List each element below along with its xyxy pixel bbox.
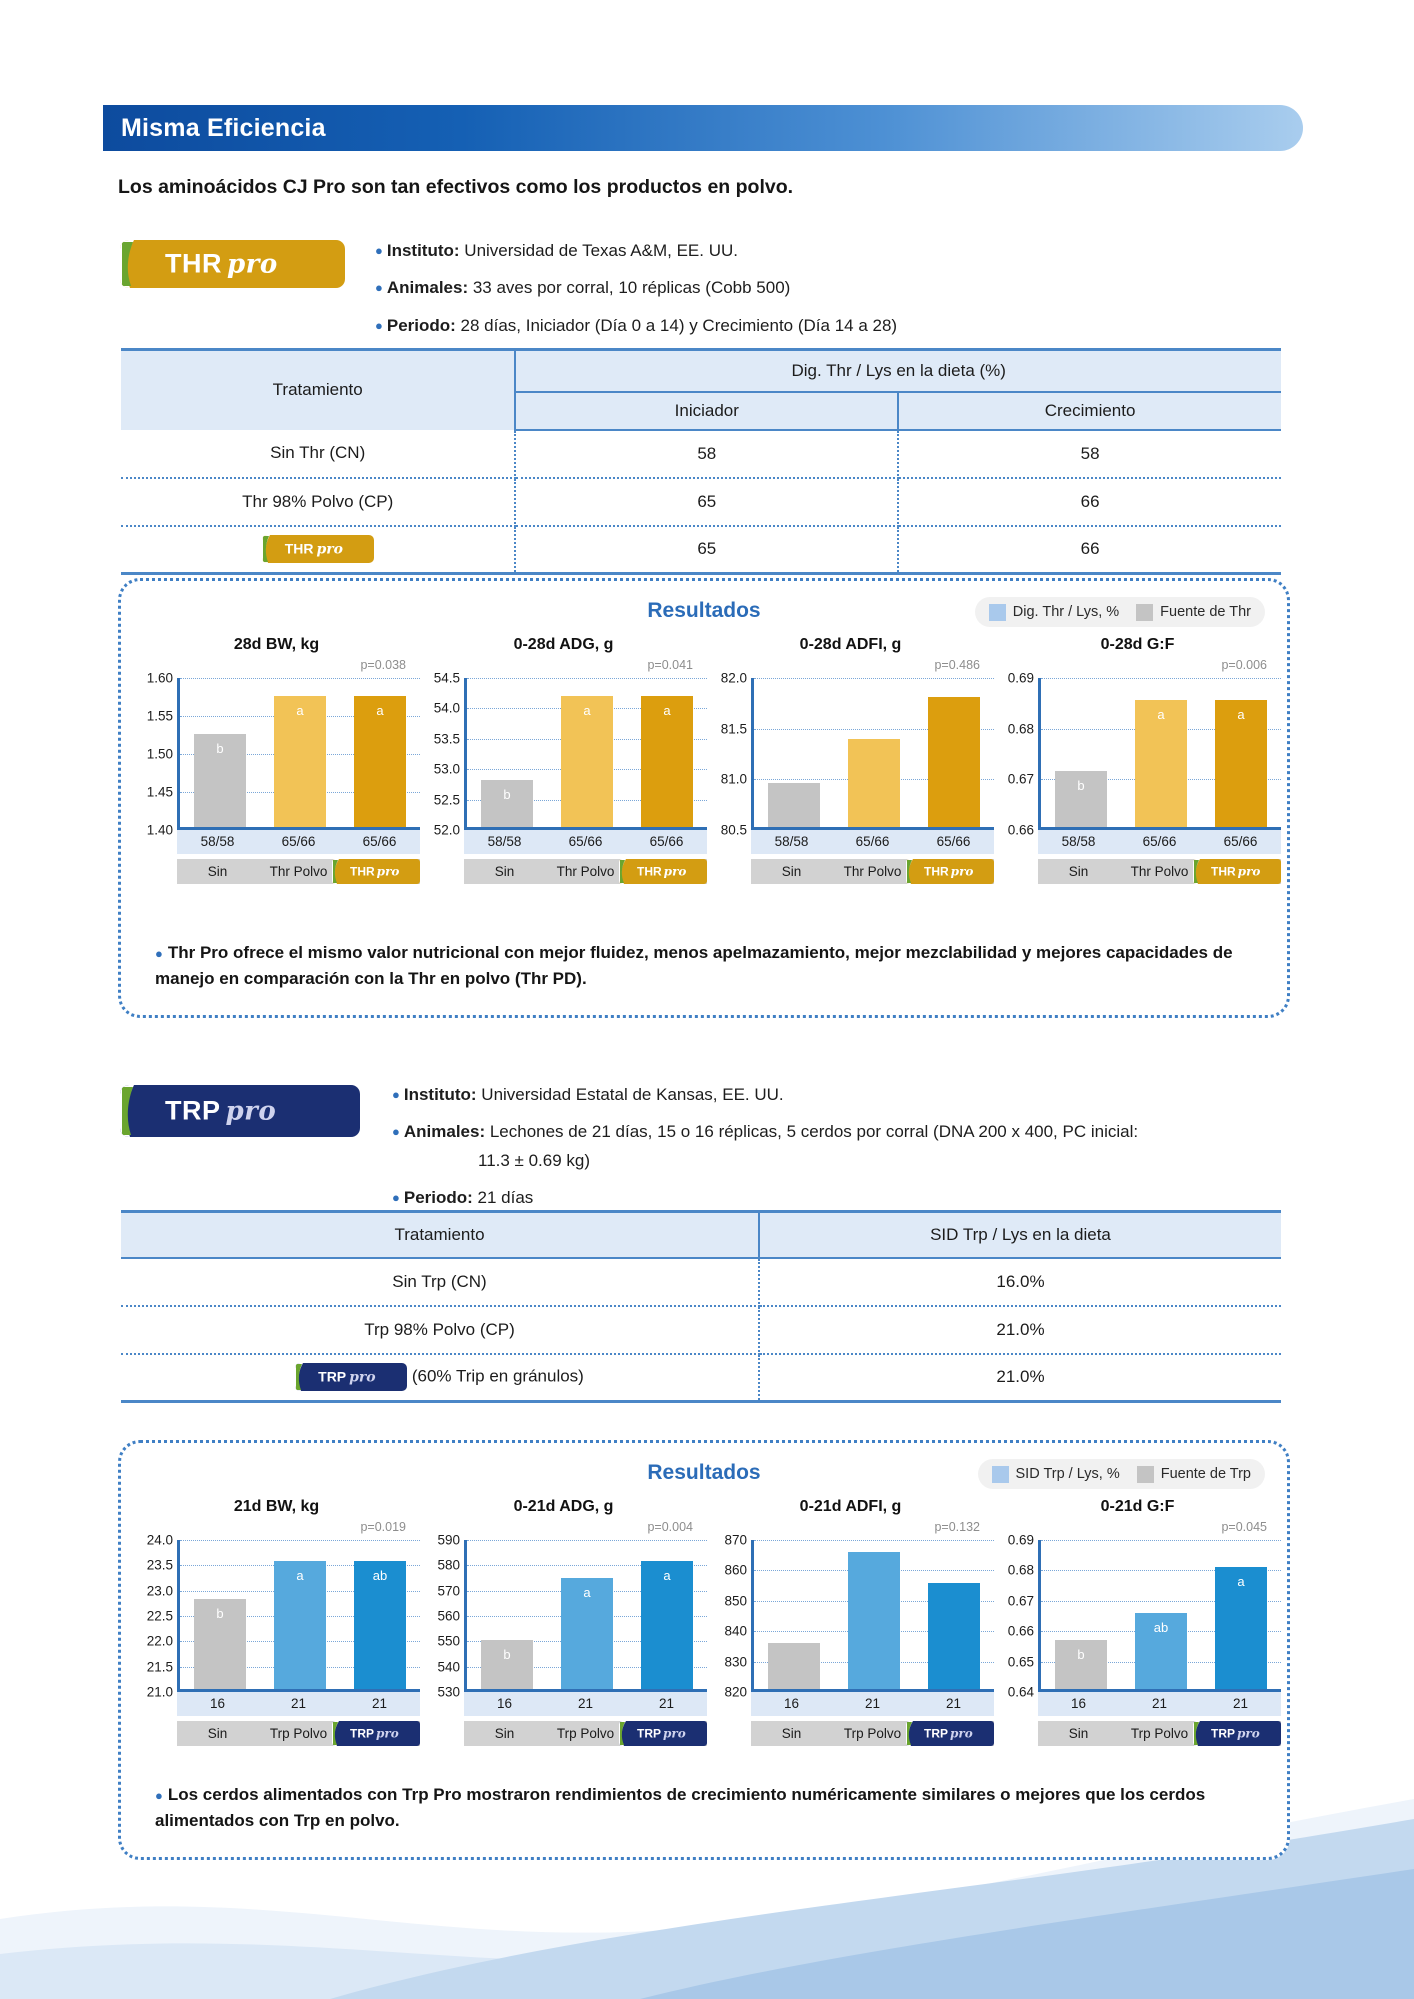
source-label: Thr Polvo <box>1130 864 1189 879</box>
thr-chart-row <box>133 636 1281 884</box>
chart-title: 21d BW, kg <box>233 1498 320 1515</box>
chart-2 <box>420 636 707 884</box>
cell-value: 66 <box>898 526 1281 574</box>
cell-treatment-logo <box>121 526 515 574</box>
y-tick-label: 580 <box>437 1557 460 1573</box>
trp-pro-mini-logo: TRP pro <box>295 1363 407 1391</box>
chart-source-labels <box>177 859 420 884</box>
legend-label-source: Fuente de Thr <box>1160 604 1251 620</box>
chart-5 <box>133 1498 420 1746</box>
chart-y-axis <box>133 670 177 838</box>
cell-value: 21.0% <box>759 1354 1281 1402</box>
chart-bar <box>1055 771 1107 827</box>
y-tick-label: 550 <box>437 1633 460 1649</box>
thr-pro-mini-logo: THR pro <box>262 535 374 563</box>
cell-value: 65 <box>515 478 898 526</box>
chart-pvalue: p=0.019 <box>360 1520 406 1534</box>
x-tick-label: 21 <box>1151 1696 1168 1711</box>
y-tick-label: 1.60 <box>146 670 173 686</box>
trp-results-panel <box>118 1440 1290 1860</box>
x-tick-label: 16 <box>1070 1696 1087 1711</box>
legend-swatch-diglys <box>989 604 1006 621</box>
bar-letter-label: a <box>376 702 384 718</box>
x-tick-label: 58/58 <box>200 834 235 849</box>
chart-7 <box>707 1498 994 1746</box>
chart-bar <box>561 696 613 827</box>
product-mini-logo: THR pro <box>619 859 707 884</box>
bar-letter-label: a <box>663 1568 671 1584</box>
chart-source-labels <box>751 1721 994 1746</box>
x-tick-label: 65/66 <box>362 834 397 849</box>
leaf-icon <box>120 240 162 288</box>
thr-pro-logo <box>120 240 345 288</box>
y-tick-label: 1.45 <box>146 784 173 800</box>
y-tick-label: 0.67 <box>1007 771 1034 787</box>
product-mini-logo: TRP pro <box>332 1721 420 1746</box>
product-mini-logo: TRP pro <box>619 1721 707 1746</box>
source-label: Sin <box>781 1726 802 1741</box>
bullet-icon: ● <box>375 317 383 333</box>
x-tick-label: 65/66 <box>855 834 890 849</box>
chart-source-labels <box>177 1721 420 1746</box>
x-tick-label: 65/66 <box>1223 834 1258 849</box>
chart-source-labels <box>1038 1721 1281 1746</box>
source-label: Thr Polvo <box>556 864 615 879</box>
legend-swatch-sidlys <box>992 1466 1009 1483</box>
chart-pvalue: p=0.041 <box>647 658 693 672</box>
leaf-icon <box>906 859 923 884</box>
chart-bar <box>481 1640 533 1689</box>
chart-y-axis <box>994 670 1038 838</box>
thr-note: ● Thr Pro ofrece el mismo valor nutricional con mejor fluidez, menos apelmazamiento, mejor mezclabilidad y mejores capacidades de manejo en comparación con la Thr en polvo (Thr PD). <box>155 943 1233 988</box>
y-tick-label: 570 <box>437 1583 460 1599</box>
table-row <box>121 478 1281 526</box>
chart-plot-area <box>707 1532 994 1700</box>
source-label: Sin <box>494 864 515 879</box>
bar-letter-label: b <box>503 786 511 802</box>
y-tick-label: 590 <box>437 1532 460 1548</box>
y-tick-label: 21.5 <box>146 1659 173 1675</box>
cell-treatment: Thr 98% Polvo (CP) <box>121 478 515 526</box>
y-tick-label: 23.5 <box>146 1557 173 1573</box>
product-mini-logo: TRP pro <box>1193 1721 1281 1746</box>
chart-plot-area <box>420 1532 707 1700</box>
chart-plot <box>464 678 707 830</box>
chart-4 <box>994 636 1281 884</box>
y-tick-label: 1.50 <box>146 746 173 762</box>
trp-chart-row <box>133 1498 1281 1746</box>
chart-pvalue: p=0.045 <box>1221 1520 1267 1534</box>
thr-study-info <box>375 238 1225 350</box>
leaf-icon <box>332 859 349 884</box>
y-tick-label: 53.0 <box>433 761 460 777</box>
legend-swatch-source <box>1136 604 1153 621</box>
chart-legend <box>978 1459 1266 1489</box>
leaf-icon <box>1193 1721 1210 1746</box>
cell-value: 58 <box>898 430 1281 478</box>
y-tick-label: 0.69 <box>1007 1532 1034 1548</box>
chart-plot <box>177 1540 420 1692</box>
table-row <box>121 1354 1281 1402</box>
chart-y-axis <box>707 1532 751 1700</box>
x-tick-label: 65/66 <box>936 834 971 849</box>
info-item: ● Periodo: 21 días <box>392 1188 534 1208</box>
th-sub-iniciador: Iniciador <box>515 392 898 430</box>
chart-pvalue: p=0.006 <box>1221 658 1267 672</box>
chart-plot-area <box>420 670 707 838</box>
chart-bar <box>274 696 326 827</box>
chart-plot-area <box>994 1532 1281 1700</box>
leaf-icon <box>120 1085 162 1137</box>
source-label: Sin <box>1068 1726 1089 1741</box>
bar-letter-label: a <box>583 702 591 718</box>
bar-letter-label: a <box>1157 707 1165 723</box>
table-row <box>121 526 1281 574</box>
chart-plot <box>177 678 420 830</box>
chart-bar <box>1135 1613 1187 1689</box>
chart-bar <box>1215 1567 1267 1689</box>
chart-pvalue: p=0.004 <box>647 1520 693 1534</box>
info-item: ● Animales: Lechones de 21 días, 15 o 16 réplicas, 5 cerdos por corral (DNA 200 x 400, PC inicial: <box>392 1122 1139 1142</box>
chart-x-labels <box>177 830 420 854</box>
bullet-icon: ● <box>155 1788 163 1803</box>
y-tick-label: 23.0 <box>146 1583 173 1599</box>
y-tick-label: 52.5 <box>433 792 460 808</box>
cell-value: 66 <box>898 478 1281 526</box>
y-tick-label: 540 <box>437 1659 460 1675</box>
y-tick-label: 54.5 <box>433 670 460 686</box>
y-tick-label: 21.0 <box>146 1684 173 1700</box>
product-mini-logo: THR pro <box>906 859 994 884</box>
chart-bar <box>274 1561 326 1689</box>
source-label: Thr Polvo <box>269 864 328 879</box>
bar-letter-label: a <box>1237 1574 1245 1590</box>
thr-results-panel <box>118 578 1290 1018</box>
y-tick-label: 0.69 <box>1007 670 1034 686</box>
lead-paragraph: Los aminoácidos CJ Pro son tan efectivos como los productos en polvo. <box>118 176 794 198</box>
bullet-icon: ● <box>392 1124 400 1140</box>
bar-letter-label: b <box>216 740 224 756</box>
y-tick-label: 860 <box>724 1562 747 1578</box>
chart-x-labels <box>751 1692 994 1716</box>
x-tick-label: 21 <box>1232 1696 1249 1711</box>
legend-label-source: Fuente de Trp <box>1160 1466 1251 1482</box>
th-treatment: Tratamiento <box>121 350 515 430</box>
product-mini-logo: THR pro <box>332 859 420 884</box>
chart-bar <box>848 739 900 827</box>
bullet-icon: ● <box>392 1087 400 1102</box>
chart-title: 0-28d G:F <box>1100 636 1175 653</box>
bullet-icon: ● <box>375 280 383 296</box>
chart-bar <box>1135 700 1187 827</box>
source-label: Trp Polvo <box>1130 1726 1189 1741</box>
y-tick-label: 830 <box>724 1654 747 1670</box>
x-tick-label: 21 <box>658 1696 675 1711</box>
chart-plot-area <box>994 670 1281 838</box>
chart-plot-area <box>133 670 420 838</box>
chart-y-axis <box>420 670 464 838</box>
chart-plot-area <box>133 1532 420 1700</box>
bar-letter-label: b <box>1077 1647 1085 1663</box>
y-tick-label: 0.68 <box>1007 721 1034 737</box>
table-row <box>121 430 1281 478</box>
chart-title: 0-21d ADFI, g <box>799 1498 902 1515</box>
chart-pvalue: p=0.038 <box>360 658 406 672</box>
chart-source-labels <box>464 1721 707 1746</box>
y-tick-label: 0.64 <box>1007 1684 1034 1700</box>
legend-label-diglys: Dig. Thr / Lys, % <box>1012 604 1120 620</box>
leaf-icon <box>332 1721 349 1746</box>
x-tick-label: 16 <box>209 1696 226 1711</box>
chart-bar <box>928 1583 980 1689</box>
x-tick-label: 21 <box>864 1696 881 1711</box>
th-group: Dig. Thr / Lys en la dieta (%) <box>515 350 1281 392</box>
chart-plot <box>751 678 994 830</box>
trp-logo-text: TRP pro <box>165 1095 277 1127</box>
chart-bar <box>848 1552 900 1689</box>
trp-pro-logo <box>120 1085 360 1137</box>
bullet-icon: ● <box>375 243 383 258</box>
results-title: Resultados <box>647 599 761 622</box>
y-tick-label: 24.0 <box>146 1532 173 1548</box>
bar-letter-label: ab <box>1153 1620 1169 1635</box>
chart-x-labels <box>464 1692 707 1716</box>
bullet-icon: ● <box>155 946 163 961</box>
y-tick-label: 81.5 <box>720 721 747 737</box>
trp-note: ● Los cerdos alimentados con Trp Pro mostraron rendimientos de crecimiento numéricamente similares o mejores que los cerdos alimentados con Trp en polvo. <box>155 1785 1206 1830</box>
cell-treatment: Trp 98% Polvo (CP) <box>121 1306 759 1354</box>
chart-bar <box>194 1599 246 1689</box>
chart-legend <box>975 597 1265 627</box>
chart-bar <box>641 696 693 827</box>
x-tick-label: 65/66 <box>568 834 603 849</box>
chart-source-labels <box>1038 859 1281 884</box>
cell-treatment-suffix: (60% Trip en gránulos) <box>407 1366 584 1386</box>
source-label: Sin <box>1068 864 1089 879</box>
y-tick-label: 22.5 <box>146 1608 173 1624</box>
chart-pvalue: p=0.132 <box>934 1520 980 1534</box>
chart-pvalue: p=0.486 <box>934 658 980 672</box>
chart-title: 0-21d G:F <box>1100 1498 1175 1515</box>
table-row <box>121 1306 1281 1354</box>
y-tick-label: 0.66 <box>1007 1623 1034 1639</box>
chart-bar <box>1055 1640 1107 1689</box>
leaf-icon <box>262 535 284 563</box>
section-banner <box>103 105 1303 151</box>
chart-plot-area <box>707 670 994 838</box>
y-tick-label: 0.66 <box>1007 822 1034 838</box>
source-label: Sin <box>494 1726 515 1741</box>
y-tick-label: 54.0 <box>433 700 460 716</box>
chart-x-labels <box>1038 830 1281 854</box>
chart-source-labels <box>751 859 994 884</box>
leaf-icon <box>619 859 636 884</box>
x-tick-label: 21 <box>945 1696 962 1711</box>
info-item: ● Periodo: 28 días, Iniciador (Día 0 a 14) y Crecimiento (Día 14 a 28) <box>375 315 898 335</box>
page-title: Misma Eficiencia <box>121 113 326 142</box>
chart-bar <box>194 734 246 827</box>
chart-bar <box>481 780 533 827</box>
chart-plot <box>1038 1540 1281 1692</box>
chart-bar <box>768 1643 820 1689</box>
chart-bar <box>354 696 406 827</box>
bar-letter-label: a <box>296 1567 304 1583</box>
cell-treatment-logo <box>121 1354 759 1402</box>
thr-logo-text: THR pro <box>165 248 278 280</box>
info-item: ● Animales: 33 aves por corral, 10 réplicas (Cobb 500) <box>375 278 791 298</box>
info-item: ● Instituto: Universidad de Texas A&M, EE. UU. <box>375 241 738 260</box>
legend-label-sidlys: SID Trp / Lys, % <box>1015 1466 1120 1482</box>
cell-treatment: Sin Thr (CN) <box>121 430 515 478</box>
cell-value: 58 <box>515 430 898 478</box>
x-tick-label: 21 <box>371 1696 388 1711</box>
y-tick-label: 81.0 <box>720 771 747 787</box>
y-tick-label: 53.5 <box>433 731 460 747</box>
y-tick-label: 52.0 <box>433 822 460 838</box>
x-tick-label: 58/58 <box>1061 834 1096 849</box>
source-label: Trp Polvo <box>556 1726 615 1741</box>
x-tick-label: 65/66 <box>649 834 684 849</box>
chart-bar <box>354 1561 406 1689</box>
y-tick-label: 850 <box>724 1593 747 1609</box>
x-tick-label: 21 <box>290 1696 307 1711</box>
chart-x-labels <box>177 1692 420 1716</box>
product-mini-logo: THR pro <box>1193 859 1281 884</box>
chart-title: 0-28d ADG, g <box>513 636 614 653</box>
x-tick-label: 21 <box>577 1696 594 1711</box>
chart-bar <box>641 1561 693 1689</box>
chart-y-axis <box>420 1532 464 1700</box>
x-tick-label: 16 <box>496 1696 513 1711</box>
results-title: Resultados <box>647 1461 761 1484</box>
source-label: Sin <box>781 864 802 879</box>
source-label: Thr Polvo <box>843 864 902 879</box>
chart-x-labels <box>464 830 707 854</box>
y-tick-label: 80.5 <box>720 822 747 838</box>
trp-study-info <box>392 1082 1272 1222</box>
chart-title: 0-28d ADFI, g <box>799 636 902 653</box>
y-tick-label: 820 <box>724 1684 747 1700</box>
x-tick-label: 58/58 <box>487 834 522 849</box>
product-mini-logo: TRP pro <box>906 1721 994 1746</box>
source-label: Trp Polvo <box>843 1726 902 1741</box>
bar-letter-label: b <box>503 1646 511 1662</box>
chart-y-axis <box>707 670 751 838</box>
x-tick-label: 16 <box>783 1696 800 1711</box>
x-tick-label: 65/66 <box>281 834 316 849</box>
chart-bar <box>561 1578 613 1689</box>
chart-1 <box>133 636 420 884</box>
cell-value: 16.0% <box>759 1258 1281 1306</box>
chart-6 <box>420 1498 707 1746</box>
trp-treatment-table <box>121 1210 1281 1403</box>
th-group: SID Trp / Lys en la dieta <box>759 1212 1281 1258</box>
bar-letter-label: a <box>663 702 671 718</box>
y-tick-label: 82.0 <box>720 670 747 686</box>
legend-swatch-source <box>1137 1466 1154 1483</box>
y-tick-label: 22.0 <box>146 1633 173 1649</box>
bar-letter-label: a <box>296 702 304 718</box>
chart-x-labels <box>1038 1692 1281 1716</box>
cell-treatment: Sin Trp (CN) <box>121 1258 759 1306</box>
chart-3 <box>707 636 994 884</box>
y-tick-label: 0.67 <box>1007 1593 1034 1609</box>
info-item: ● Instituto: Universidad Estatal de Kansas, EE. UU. <box>392 1085 784 1104</box>
leaf-icon <box>906 1721 923 1746</box>
x-tick-label: 58/58 <box>774 834 809 849</box>
source-label: Trp Polvo <box>269 1726 328 1741</box>
chart-plot <box>1038 678 1281 830</box>
chart-plot <box>751 1540 994 1692</box>
chart-bar <box>768 783 820 827</box>
cell-value: 21.0% <box>759 1306 1281 1354</box>
y-tick-label: 0.68 <box>1007 1562 1034 1578</box>
leaf-icon <box>1193 859 1210 884</box>
chart-x-labels <box>751 830 994 854</box>
leaf-icon <box>295 1363 317 1391</box>
y-tick-label: 870 <box>724 1532 747 1548</box>
chart-y-axis <box>994 1532 1038 1700</box>
th-treatment: Tratamiento <box>121 1212 759 1258</box>
table-row <box>121 1258 1281 1306</box>
bullet-icon: ● <box>392 1190 400 1206</box>
chart-bar <box>1215 700 1267 827</box>
info-item-cont: 11.3 ± 0.69 kg) <box>478 1150 591 1170</box>
y-tick-label: 1.55 <box>146 708 173 724</box>
chart-source-labels <box>464 859 707 884</box>
y-tick-label: 530 <box>437 1684 460 1700</box>
chart-title: 0-21d ADG, g <box>513 1498 614 1515</box>
y-tick-label: 0.65 <box>1007 1654 1034 1670</box>
bar-letter-label: a <box>583 1584 591 1600</box>
chart-y-axis <box>133 1532 177 1700</box>
th-sub-crecimiento: Crecimiento <box>898 392 1281 430</box>
chart-8 <box>994 1498 1281 1746</box>
leaf-icon <box>619 1721 636 1746</box>
bar-letter-label: b <box>1077 778 1085 794</box>
chart-plot <box>464 1540 707 1692</box>
bar-letter-label: b <box>216 1605 224 1621</box>
bar-letter-label: a <box>1237 707 1245 723</box>
bar-letter-label: ab <box>372 1567 388 1583</box>
chart-bar <box>928 697 980 827</box>
source-label: Sin <box>207 1726 228 1741</box>
source-label: Sin <box>207 864 228 879</box>
y-tick-label: 1.40 <box>146 822 173 838</box>
thr-treatment-table <box>121 348 1281 575</box>
cell-value: 65 <box>515 526 898 574</box>
chart-title: 28d BW, kg <box>233 636 320 653</box>
y-tick-label: 840 <box>724 1623 747 1639</box>
x-tick-label: 65/66 <box>1142 834 1177 849</box>
y-tick-label: 560 <box>437 1608 460 1624</box>
